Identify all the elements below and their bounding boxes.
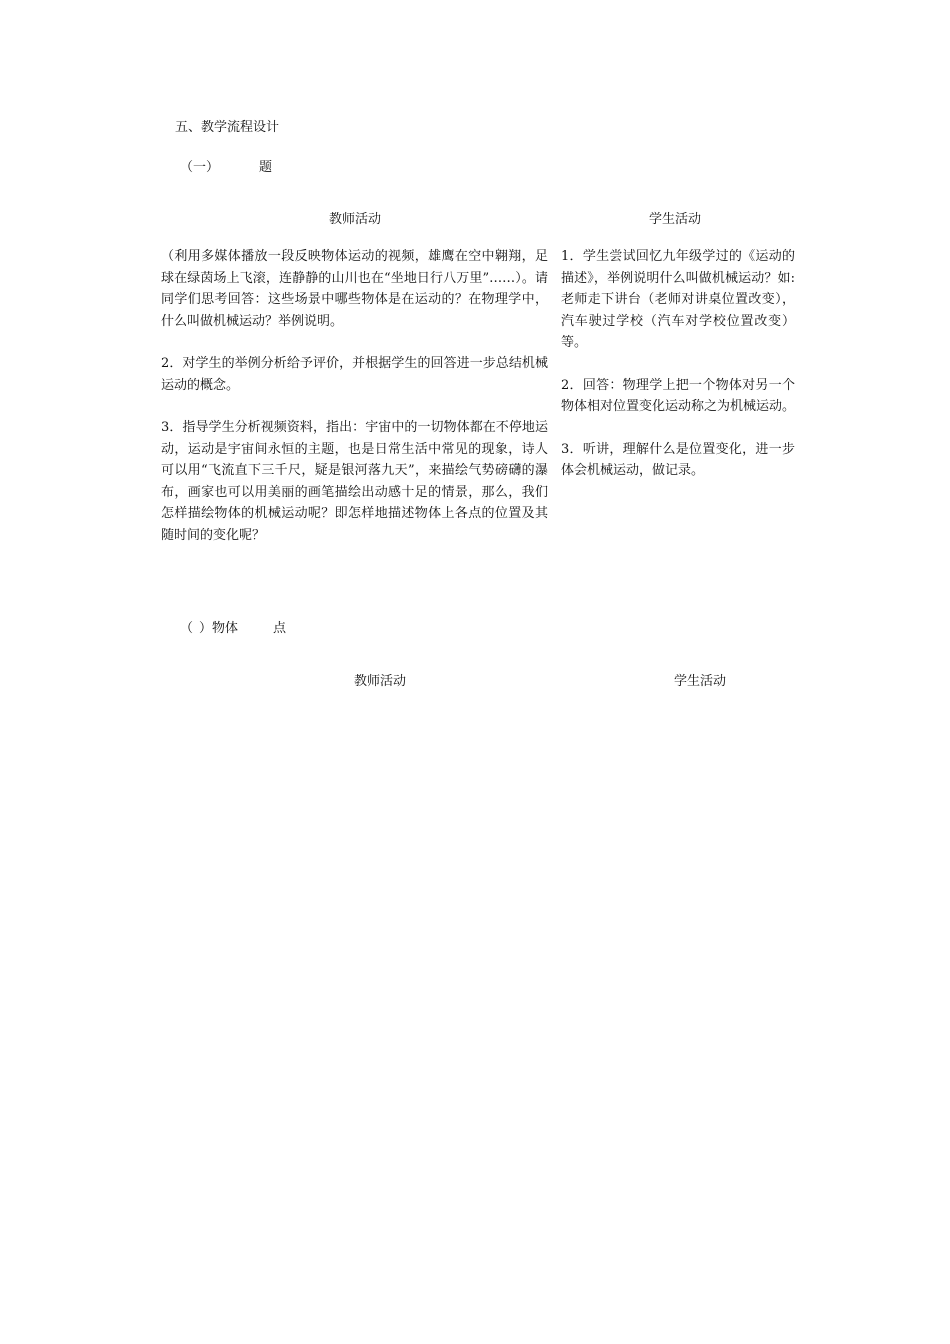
teacher-paragraph-2: 2．对学生的举例分析给予评价，并根据学生的回答进一步总结机械运动的概念。 bbox=[161, 356, 548, 393]
subsection-2-open: （ bbox=[180, 621, 194, 636]
subsection-2-title: ）物体 bbox=[199, 621, 239, 636]
section-title: 五、教学流程设计 bbox=[175, 120, 280, 135]
table2-teacher-header: 教师活动 bbox=[353, 674, 406, 689]
teacher-paragraph-1: （利用多媒体播放一段反映物体运动的视频，雄鹰在空中翱翔，足球在绿茵场上飞滚，连静静的山川也在“坐地日行八万里”……）。请同学们思考回答：这些场景中哪些物体是在运动的？在物理学中，什么叫做机械运动？举例说明。 bbox=[161, 249, 548, 329]
table2-student-header: 学生活动 bbox=[673, 674, 726, 689]
table1-student-column bbox=[561, 246, 795, 482]
subsection-2-label bbox=[180, 620, 238, 638]
table1-student-header: 学生活动 bbox=[648, 212, 701, 227]
table1-teacher-column bbox=[161, 246, 548, 546]
student-paragraph-1: 1．学生尝试回忆九年级学过的《运动的描述》，举例说明什么叫做机械运动？如:老师走下讲台（老师对讲桌位置改变），汽车驶过学校（汽车对学校位置改变）等。 bbox=[561, 249, 795, 350]
subsection-1-title: 题 bbox=[259, 160, 273, 175]
teacher-paragraph-3: 3．指导学生分析视频资料，指出：宇宙中的一切物体都在不停地运动，运动是宇宙间永恒的主题，也是日常生活中常见的现象，诗人可以用“飞流直下三千尺，疑是银河落九天”，来描绘气势磅礴的瀑布，画家也可以用美丽的画笔描绘出动感十足的情景，那么，我们怎样描绘物体的机械运动呢？即怎样地描述物体上各点的位置及其随时间的变化呢？ bbox=[161, 420, 548, 543]
student-paragraph-3: 3．听讲，理解什么是位置变化，进一步体会机械运动，做记录。 bbox=[561, 441, 795, 478]
table1-teacher-header: 教师活动 bbox=[328, 212, 381, 227]
student-paragraph-2: 2．回答：物理学上把一个物体对另一个物体相对位置变化运动称之为机械运动。 bbox=[561, 377, 796, 414]
subsection-1-number: （一） bbox=[180, 160, 220, 175]
subsection-2-suffix: 点 bbox=[273, 621, 287, 636]
